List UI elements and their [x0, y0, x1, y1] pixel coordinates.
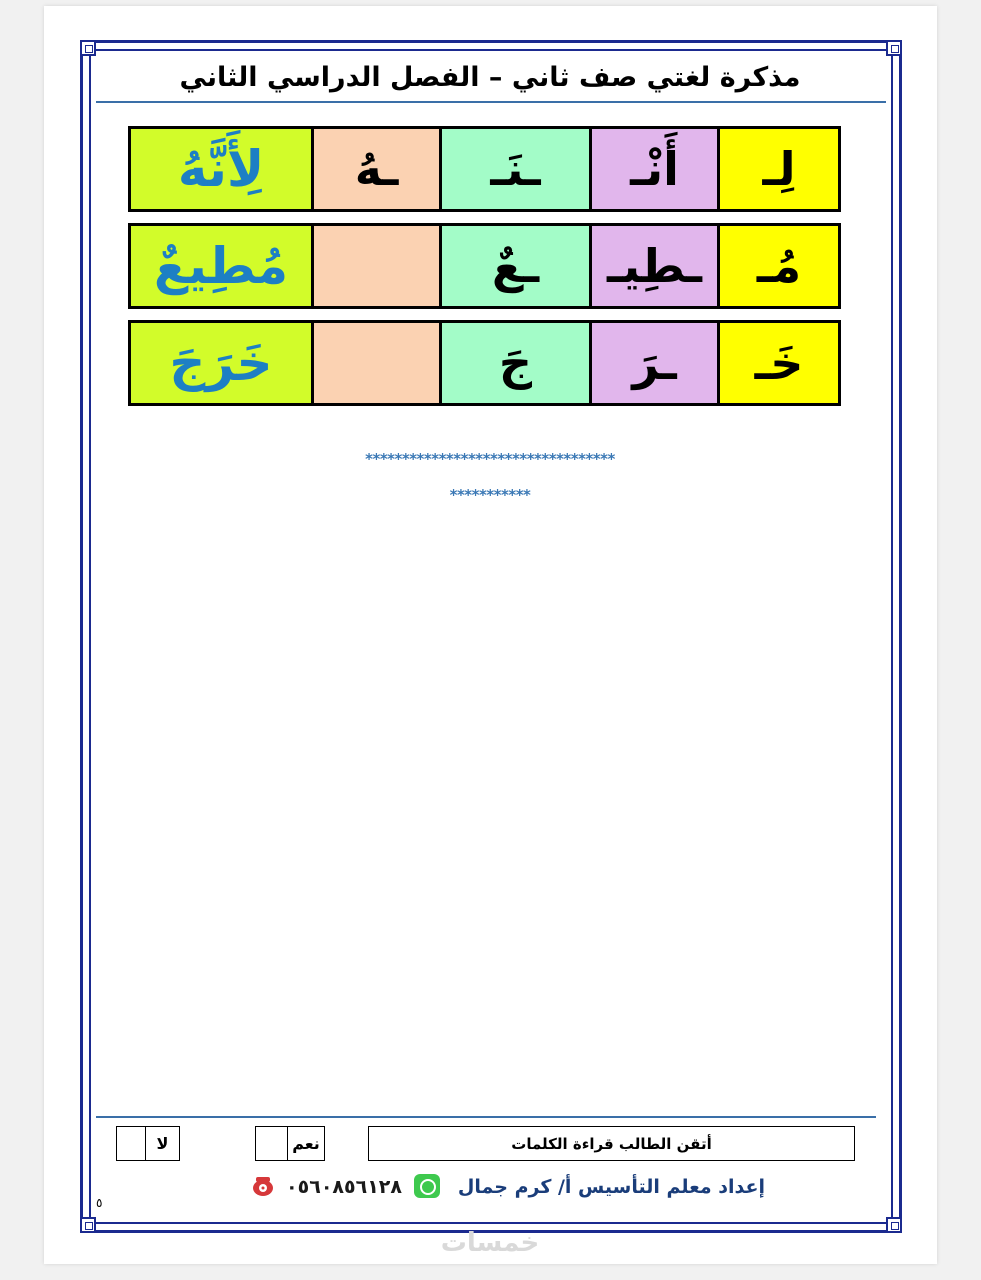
syllable-cell: ـعٌ	[439, 226, 589, 306]
asterisk-separator: **********************************	[365, 450, 615, 468]
syllable-cell: ـطِيـ	[589, 226, 717, 306]
page-title: مذكرة لغتي صف ثاني – الفصل الدراسي الثاني	[179, 62, 801, 93]
border-corner-ornament	[80, 40, 96, 56]
title-divider	[96, 101, 886, 103]
yes-label: نعم	[287, 1126, 325, 1161]
border-corner-ornament	[886, 40, 902, 56]
word-cell: لِأَنَّهُ	[131, 129, 311, 209]
syllable-cell: خَـ	[717, 323, 838, 403]
word-cell: خَرَجَ	[131, 323, 311, 403]
syllable-cell: جَ	[439, 323, 589, 403]
syllable-cell: أَنْـ	[589, 129, 717, 209]
asterisk-separator: ***********	[449, 486, 531, 504]
no-label: لا	[145, 1126, 180, 1161]
syllable-cell: مُـ	[717, 226, 838, 306]
syllable-cell	[311, 226, 439, 306]
syllable-cell: ـرَ	[589, 323, 717, 403]
syllable-cell	[311, 323, 439, 403]
whatsapp-icon	[414, 1174, 440, 1198]
table-row	[128, 126, 841, 212]
word-cell: مُطِيعٌ	[131, 226, 311, 306]
watermark-logo: خمسات	[440, 1228, 540, 1258]
syllable-cell: لِـ	[717, 129, 838, 209]
telephone-icon	[250, 1174, 276, 1198]
syllable-cell: ـهُ	[311, 129, 439, 209]
border-corner-ornament	[886, 1217, 902, 1233]
page-number: ٥	[96, 1196, 103, 1210]
table-row	[128, 223, 841, 309]
assessment-statement: أتقن الطالب قراءة الكلمات	[368, 1126, 855, 1161]
no-checkbox[interactable]	[116, 1126, 146, 1161]
phone-number: ٠٥٦٠٨٥٦١٢٨	[286, 1176, 402, 1198]
author-credit: إعداد معلم التأسيس أ/ كرم جمال	[457, 1176, 765, 1198]
border-corner-ornament	[80, 1217, 96, 1233]
yes-checkbox[interactable]	[255, 1126, 288, 1161]
syllable-cell: ـنَـ	[439, 129, 589, 209]
footer-divider	[96, 1116, 876, 1118]
table-row	[128, 320, 841, 406]
